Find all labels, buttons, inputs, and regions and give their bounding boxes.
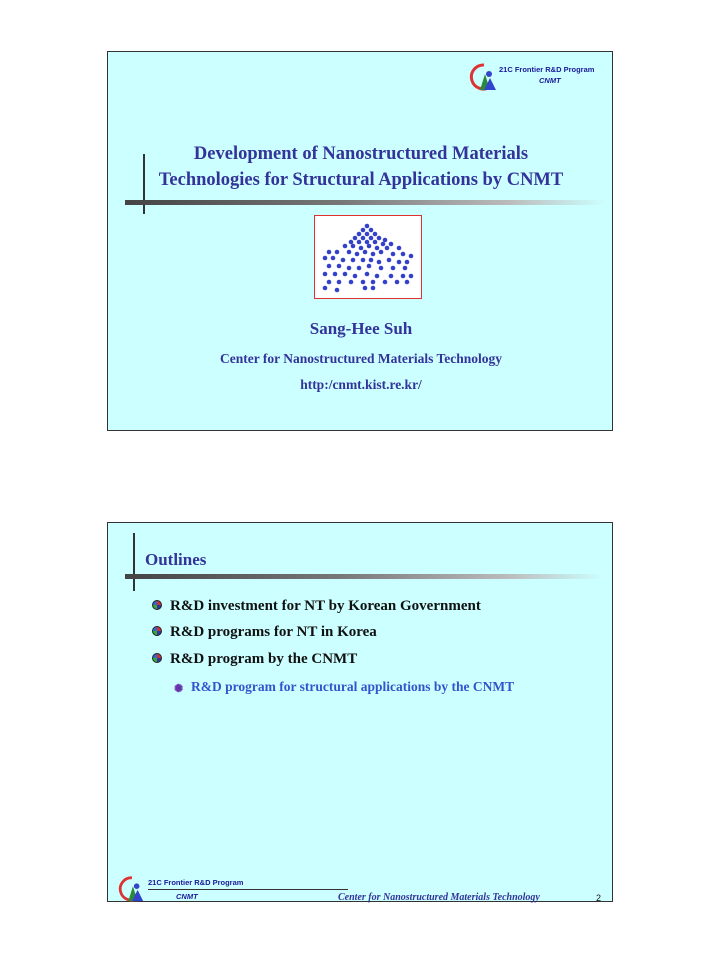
nanoparticle-dot bbox=[331, 256, 336, 261]
footer-rule bbox=[148, 889, 348, 890]
nanoparticle-dot bbox=[367, 244, 372, 249]
nanoparticle-dot bbox=[349, 240, 354, 245]
nanoparticle-dot bbox=[371, 280, 376, 285]
nanoparticle-dot bbox=[365, 232, 370, 237]
outline-vertical-rule bbox=[133, 533, 135, 591]
nanoparticle-dot bbox=[327, 264, 332, 269]
nanoparticle-dot bbox=[387, 258, 392, 263]
nanoparticle-dot bbox=[363, 250, 368, 255]
outline-slide bbox=[107, 522, 613, 902]
footer-program-name: 21C Frontier R&D Program bbox=[148, 878, 244, 887]
bullet-item: R&D program by the CNMT bbox=[152, 651, 357, 668]
nanoparticle-dot bbox=[397, 246, 402, 251]
author-name: Sang-Hee Suh bbox=[309, 319, 413, 338]
nanoparticle-dot bbox=[323, 286, 328, 291]
nanoparticle-dot bbox=[369, 228, 374, 233]
nanoparticle-dot bbox=[375, 246, 380, 251]
outline-title: Outlines bbox=[145, 550, 207, 569]
nanoparticle-dot bbox=[337, 264, 342, 269]
slide-title-line1: Development of Nanostructured Materials bbox=[193, 144, 529, 164]
nanoparticle-dot bbox=[383, 280, 388, 285]
nanoparticle-dot bbox=[333, 272, 338, 277]
nanoparticle-dot bbox=[341, 258, 346, 263]
nanoparticle-dot bbox=[401, 274, 406, 279]
nanoparticle-dot bbox=[361, 280, 366, 285]
nanoparticle-dot bbox=[381, 242, 386, 247]
nanoparticle-dot bbox=[375, 274, 380, 279]
nanoparticle-dot bbox=[389, 274, 394, 279]
nanoparticle-dot bbox=[377, 260, 382, 265]
page-number: 2 bbox=[596, 893, 602, 903]
nanoparticle-dot bbox=[405, 280, 410, 285]
nanoparticle-dot bbox=[365, 272, 370, 277]
nanoparticle-dot bbox=[405, 260, 410, 265]
nanoparticle-dot bbox=[353, 236, 358, 241]
bullet-item: R&D investment for NT by Korean Government bbox=[152, 598, 481, 615]
cnmt-logo-icon bbox=[116, 875, 148, 903]
nanoparticle-dot bbox=[379, 266, 384, 271]
nanoparticle-dot bbox=[351, 258, 356, 263]
program-short-name: CNMT bbox=[539, 76, 561, 85]
bullet-item: R&D programs for NT in Korea bbox=[152, 624, 377, 641]
bullet-dot-icon bbox=[152, 600, 162, 610]
nanoparticle-dot bbox=[383, 238, 388, 243]
nanoparticle-dot bbox=[343, 244, 348, 249]
nanoparticle-dot bbox=[323, 272, 328, 277]
nanoparticle-dot bbox=[327, 250, 332, 255]
nanoparticle-dot bbox=[347, 266, 352, 271]
nanoparticle-dot bbox=[401, 252, 406, 257]
nanoparticle-dot bbox=[359, 246, 364, 251]
nanoparticle-dot bbox=[373, 240, 378, 245]
nanoparticle-dot bbox=[391, 252, 396, 257]
nanoparticle-dots bbox=[315, 216, 421, 298]
nanoparticle-dot bbox=[373, 232, 378, 237]
footer-short-name: CNMT bbox=[176, 892, 198, 901]
nanoparticle-dot bbox=[371, 286, 376, 291]
nanoparticle-dot bbox=[391, 266, 396, 271]
sub-bullet-icon: ✺ bbox=[174, 683, 184, 695]
nanoparticle-dot bbox=[343, 272, 348, 277]
nanoparticle-dot bbox=[347, 250, 352, 255]
nanoparticle-dot bbox=[323, 256, 328, 261]
nanoparticle-dot bbox=[409, 274, 414, 279]
nanoparticle-dot bbox=[361, 228, 366, 233]
outline-divider bbox=[125, 574, 603, 579]
program-name: 21C Frontier R&D Program bbox=[499, 65, 595, 74]
bullet-dot-icon bbox=[152, 653, 162, 663]
nanoparticle-dot bbox=[403, 266, 408, 271]
footer-institution: Center for Nanostructured Materials Technology bbox=[338, 892, 540, 903]
title-slide bbox=[107, 51, 613, 431]
nanoparticle-dot bbox=[363, 286, 368, 291]
slide-title-line2: Technologies for Structural Applications by CNMT bbox=[158, 170, 564, 190]
nanoparticle-dot bbox=[369, 236, 374, 241]
sub-bullet-item: ✺ R&D program for structural applications by the CNMT bbox=[174, 677, 574, 696]
nanoparticle-dot bbox=[369, 258, 374, 263]
nanoparticle-dot bbox=[361, 258, 366, 263]
nanoparticle-dot bbox=[335, 288, 340, 293]
nanoparticle-dot bbox=[357, 232, 362, 237]
cnmt-logo-icon bbox=[468, 62, 500, 92]
nanoparticle-dot bbox=[357, 240, 362, 245]
institution-name: Center for Nanostructured Materials Technology bbox=[220, 351, 502, 366]
bullet-dot-icon bbox=[152, 626, 162, 636]
nanoparticle-dot bbox=[365, 224, 370, 229]
website-link[interactable]: http:/cnmt.kist.re.kr/ bbox=[300, 377, 422, 392]
nanoparticle-dot bbox=[351, 244, 356, 249]
nanoparticle-dot bbox=[327, 280, 332, 285]
nanoparticle-dot bbox=[361, 236, 366, 241]
nanoparticle-dot bbox=[357, 266, 362, 271]
nanoparticle-dot bbox=[371, 252, 376, 257]
nanoparticle-dot bbox=[395, 280, 400, 285]
nanoparticle-dot bbox=[379, 250, 384, 255]
nanoparticle-dot bbox=[355, 252, 360, 257]
nanoparticle-dot bbox=[353, 274, 358, 279]
nanoparticle-dot bbox=[397, 260, 402, 265]
nanoparticle-dot bbox=[349, 280, 354, 285]
nanoparticle-dot bbox=[337, 280, 342, 285]
title-divider bbox=[125, 200, 605, 205]
nanoparticle-dot bbox=[389, 242, 394, 247]
nanoparticle-dot bbox=[335, 250, 340, 255]
nanoparticle-dot bbox=[365, 240, 370, 245]
nanoparticle-dot bbox=[385, 246, 390, 251]
nanostructure-image bbox=[314, 215, 422, 299]
nanoparticle-dot bbox=[367, 264, 372, 269]
nanoparticle-dot bbox=[409, 254, 414, 259]
nanoparticle-dot bbox=[377, 236, 382, 241]
